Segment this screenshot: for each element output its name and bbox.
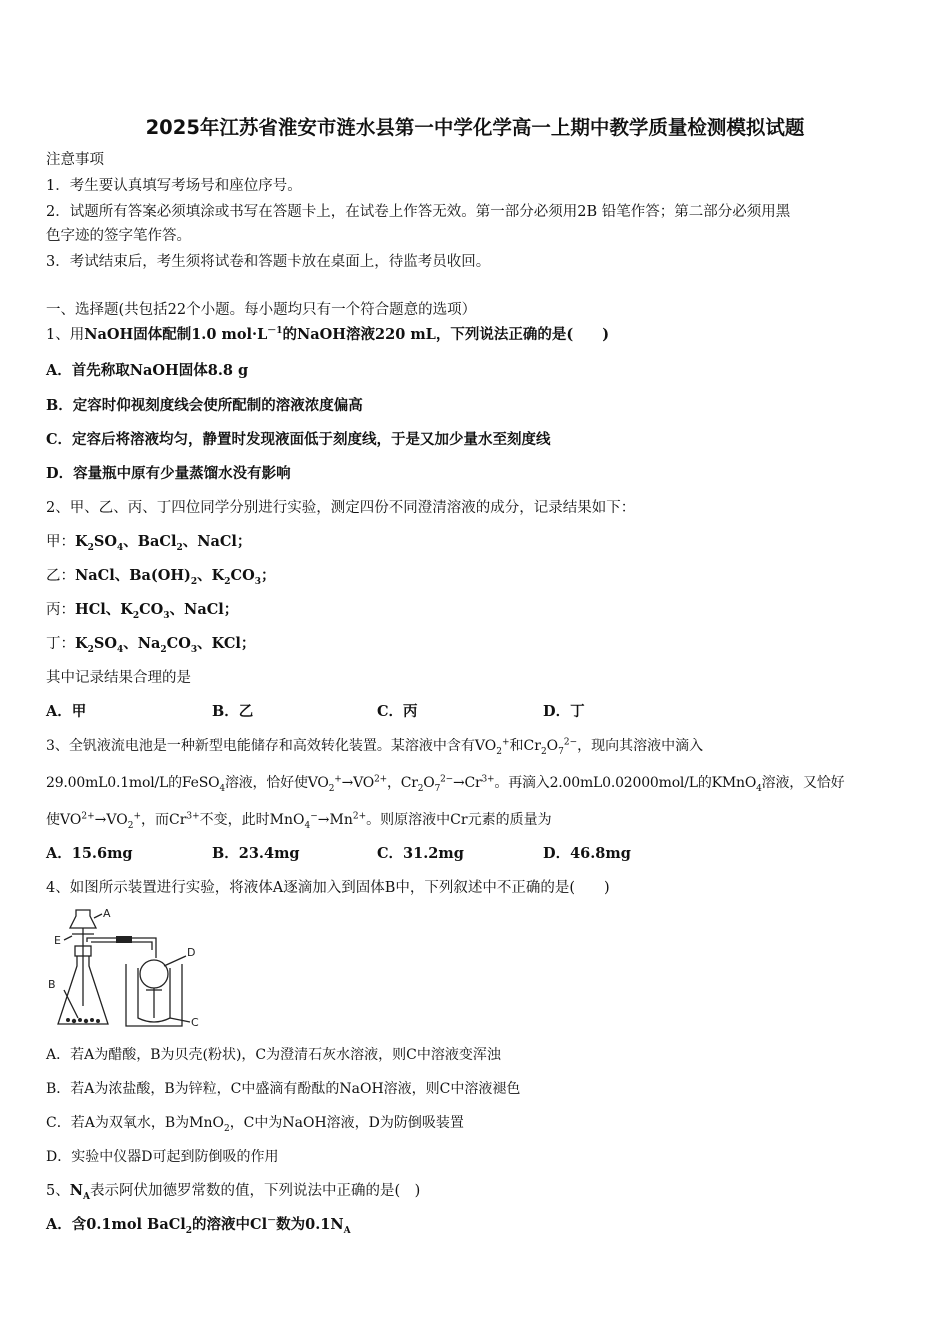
question-2-option-c: C．丙 bbox=[377, 703, 418, 720]
label-d: D bbox=[187, 946, 196, 959]
question-4-option-c: C．若A为双氧水，B为MnO$_2$，C中为NaOH溶液，D为防倒吸装置 bbox=[46, 1115, 464, 1134]
question-3-option-b: B．23.4mg bbox=[212, 845, 300, 862]
question-4-option-d: D．实验中仪器D可起到防倒吸的作用 bbox=[46, 1149, 279, 1165]
question-5-option-a: A．含0.1mol BaCl$_2$的溶液中Cl－数为$0.1N_A$ bbox=[46, 1216, 351, 1236]
question-2-record-jia: 甲：$K_2SO_4$、BaCl$_2$、NaCl； bbox=[46, 533, 252, 553]
label-c: C bbox=[191, 1016, 199, 1029]
question-4-option-b: B．若A为浓盐酸，B为锌粒，C中盛滴有酚酞的NaOH溶液，则C中溶液褪色 bbox=[46, 1081, 521, 1097]
question-1-option-d: D．容量瓶中原有少量蒸馏水没有影响 bbox=[46, 465, 291, 482]
question-3-option-a: A．15.6mg bbox=[46, 845, 133, 862]
question-2-option-d: D．丁 bbox=[543, 703, 585, 720]
notice-heading: 注意事项 bbox=[46, 152, 104, 168]
question-5-stem: 5、$N_A$表示阿伏加德罗常数的值，下列说法中正确的是( ) bbox=[46, 1182, 421, 1202]
question-4-option-a: A．若A为醋酸，B为贝壳(粉状)，C为澄清石灰水溶液，则C中溶液变浑浊 bbox=[46, 1047, 501, 1063]
question-2-stem: 2、甲、乙、丙、丁四位同学分别进行实验，测定四份不同澄清溶液的成分，记录结果如下： bbox=[46, 500, 636, 516]
label-e: E bbox=[54, 934, 61, 947]
label-b: B bbox=[48, 978, 56, 991]
question-1-option-a: A．首先称取NaOH固体8.8 g bbox=[46, 362, 249, 379]
question-3-line-2: 29.00mL0.1mol/L的FeSO$_4$溶液，恰好使$VO_2^+\to VO^{2+}$，$Cr_2O_7^{2-}\to Cr^{3+}$。再滴入2.00mL0.02000mol/L的KMnO$_4$溶液，又恰好 bbox=[46, 774, 845, 794]
section-heading: 一、选择题(共包括22个小题。每小题均只有一个符合题意的选项） bbox=[46, 302, 477, 318]
question-2-option-a: A．甲 bbox=[46, 703, 87, 720]
question-3-option-c: C．31.2mg bbox=[377, 845, 464, 862]
question-2-record-ding: 丁：$K_2SO_4$、$Na_2CO_3$、KCl； bbox=[46, 635, 256, 655]
question-2-record-bing: 丙：HCl、$K_2CO_3$、NaCl； bbox=[46, 601, 239, 621]
notice-item-2: 2．试题所有答案必须填涂或书写在答题卡上，在试卷上作答无效。第一部分必须用2B 铅笔作答；第二部分必须用黑 bbox=[46, 204, 791, 220]
question-3-option-d: D．46.8mg bbox=[543, 845, 631, 862]
question-2-option-b: B．乙 bbox=[212, 703, 254, 720]
question-1-option-c: C．定容后将溶液均匀，静置时发现液面低于刻度线，于是又加少量水至刻度线 bbox=[46, 431, 551, 448]
question-1-option-b: B．定容时仰视刻度线会使所配制的溶液浓度偏高 bbox=[46, 397, 363, 414]
question-3-line-1: 3、全钒液流电池是一种新型电能储存和高效转化装置。某溶液中含有$VO_2^+$和$Cr_2O_7^{2-}$，现向其溶液中滴入 bbox=[46, 737, 704, 757]
notice-item-1: 1．考生要认真填写考场号和座位序号。 bbox=[46, 178, 302, 194]
question-4-stem: 4、如图所示装置进行实验，将液体A逐滴加入到固体B中，下列叙述中不正确的是( ) bbox=[46, 880, 610, 896]
notice-item-3: 3．考试结束后，考生须将试卷和答题卡放在桌面上，待监考员收回。 bbox=[46, 254, 491, 270]
page-title: 2025年江苏省淮安市涟水县第一中学化学高一上期中教学质量检测模拟试题 bbox=[145, 116, 805, 139]
apparatus-diagram bbox=[46, 906, 216, 1032]
question-3-line-3: 使$VO^{2+}\to VO_2^+$，而$Cr^{3+}$不变，此时$MnO_4^-\to Mn^{2+}$。则原溶液中Cr元素的质量为 bbox=[46, 811, 552, 831]
label-a: A bbox=[103, 907, 111, 920]
notice-item-2-cont: 色字迹的签字笔作答。 bbox=[46, 228, 191, 244]
question-1-stem: 1、用NaOH固体配制1.0 $mol\cdot L^{-1}$的NaOH溶液220 mL，下列说法正确的是( ) bbox=[46, 326, 610, 343]
question-2-ask: 其中记录结果合理的是 bbox=[46, 670, 191, 686]
question-2-record-yi: 乙：NaCl、$Ba(OH)_2$、$K_2CO_3$； bbox=[46, 567, 276, 587]
